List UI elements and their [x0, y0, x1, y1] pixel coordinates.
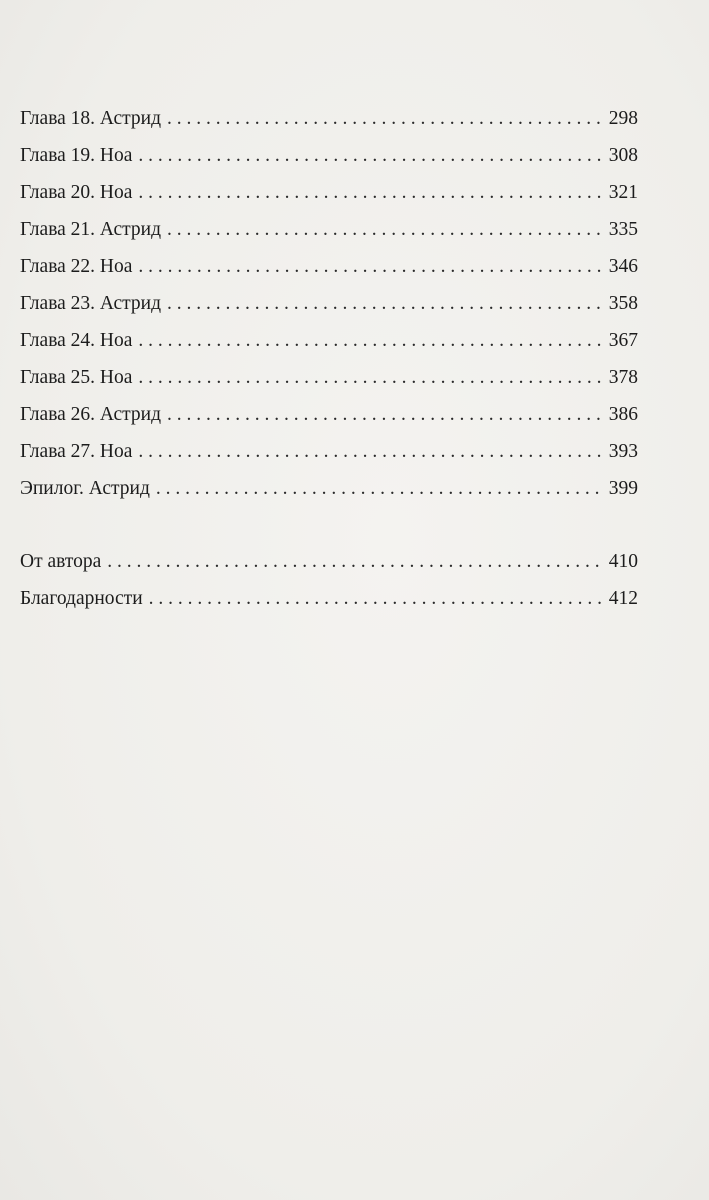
toc-entry [20, 211, 638, 248]
toc-entry [20, 322, 638, 359]
toc-entry-page: 393 [608, 441, 638, 462]
toc-leader-dots [138, 174, 604, 211]
toc-entry [20, 137, 638, 174]
toc-entry-page: 367 [608, 330, 638, 351]
toc-leader-dots [156, 470, 605, 507]
toc-leader-dots [167, 211, 605, 248]
toc-entry-title: Глава 20. Ноа [20, 182, 133, 203]
toc-entry-title: Глава 27. Ноа [20, 441, 133, 462]
toc-leader-dots [167, 396, 605, 433]
toc-back-matter [20, 543, 638, 617]
toc-entry-page: 410 [608, 551, 638, 572]
toc-entry-title: Глава 21. Астрид [20, 219, 162, 240]
toc-entry-page: 335 [608, 219, 638, 240]
toc-entry [20, 248, 638, 285]
toc-leader-dots [138, 322, 604, 359]
toc-entry-title: Благодарности [20, 588, 143, 609]
toc-entry-title: Глава 19. Ноа [20, 145, 133, 166]
toc-entry-page: 412 [608, 588, 638, 609]
toc-entry [20, 174, 638, 211]
toc-entry [20, 396, 638, 433]
toc-entry [20, 470, 638, 507]
toc-entry-page: 346 [608, 256, 638, 277]
toc-leader-dots [107, 543, 604, 580]
toc-entry-page: 358 [608, 293, 638, 314]
toc-leader-dots [167, 285, 605, 322]
toc-entry-title: От автора [20, 551, 102, 572]
toc-entry-title: Глава 24. Ноа [20, 330, 133, 351]
toc-entry-title: Глава 26. Астрид [20, 404, 162, 425]
toc-entry-page: 321 [608, 182, 638, 203]
toc-leader-dots [138, 248, 604, 285]
table-of-contents [20, 100, 638, 617]
toc-entry-title: Глава 25. Ноа [20, 367, 133, 388]
toc-entry-title: Глава 23. Астрид [20, 293, 162, 314]
toc-leader-dots [138, 137, 604, 174]
toc-entry-title: Глава 22. Ноа [20, 256, 133, 277]
toc-entry-title: Эпилог. Астрид [20, 478, 150, 499]
toc-chapters [20, 100, 638, 507]
toc-entry [20, 285, 638, 322]
toc-entry-page: 308 [608, 145, 638, 166]
toc-leader-dots [138, 359, 604, 396]
toc-entry [20, 100, 638, 137]
toc-leader-dots [149, 580, 605, 617]
toc-entry [20, 433, 638, 470]
toc-entry-title: Глава 18. Астрид [20, 108, 162, 129]
toc-entry [20, 359, 638, 396]
toc-leader-dots [167, 100, 605, 137]
toc-entry-page: 399 [608, 478, 638, 499]
toc-entry-page: 386 [608, 404, 638, 425]
toc-entry [20, 543, 638, 580]
toc-entry [20, 580, 638, 617]
toc-entry-page: 298 [608, 108, 638, 129]
toc-leader-dots [138, 433, 604, 470]
toc-entry-page: 378 [608, 367, 638, 388]
